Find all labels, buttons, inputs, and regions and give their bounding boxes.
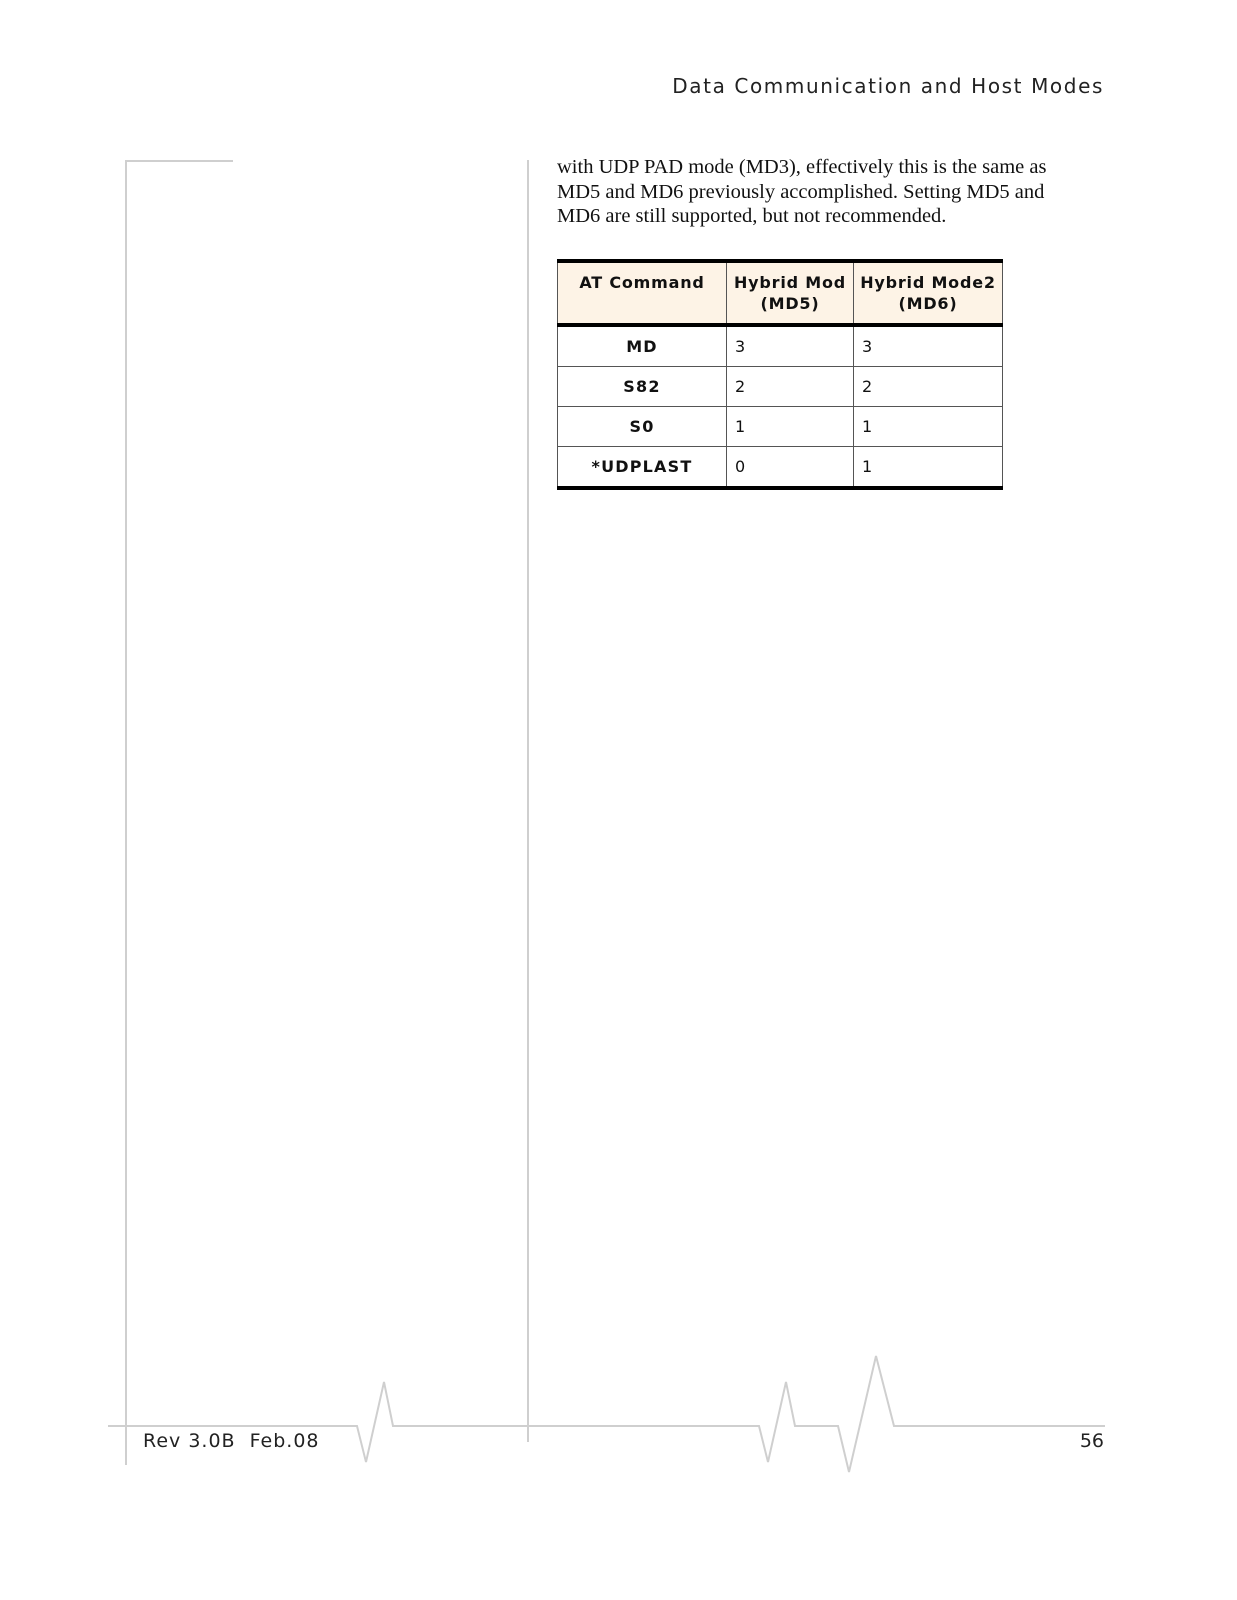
cell-md5-value: 0	[727, 447, 854, 489]
table-row	[558, 325, 1003, 367]
cell-command: *UDPLAST	[558, 447, 727, 489]
cell-md6-value: 3	[854, 325, 1003, 367]
cell-command: S82	[558, 367, 727, 407]
header-md6	[854, 261, 1003, 325]
cell-md5-value: 2	[727, 367, 854, 407]
cell-command: MD	[558, 325, 727, 367]
cell-command: S0	[558, 407, 727, 447]
at-command-table	[557, 259, 1003, 490]
cell-md6-value: 2	[854, 367, 1003, 407]
cell-md6-value: 1	[854, 447, 1003, 489]
header-at-command-label: AT Command	[579, 273, 705, 292]
page-header-title: Data Communication and Host Modes	[672, 74, 1104, 98]
cell-md5-value: 3	[727, 325, 854, 367]
header-md5-line2: (MD5)	[760, 294, 820, 313]
cell-md5-value: 1	[727, 407, 854, 447]
footer-revision: Rev 3.0B Feb.08	[143, 1430, 320, 1452]
table-row	[558, 447, 1003, 489]
footer-page-number: 56	[1079, 1430, 1104, 1452]
header-md5-line1: Hybrid Mod	[733, 273, 847, 292]
table-row	[558, 367, 1003, 407]
body-paragraph: with UDP PAD mode (MD3), effectively this is the same as MD5 and MD6 previously accomplished. Setting MD5 and MD6 are still supported, but not recommended.	[557, 156, 1047, 227]
header-at-command	[558, 261, 727, 325]
table-row	[558, 407, 1003, 447]
header-md6-line1: Hybrid Mode2	[860, 273, 996, 292]
cell-md6-value: 1	[854, 407, 1003, 447]
header-md5	[727, 261, 854, 325]
header-md6-line2: (MD6)	[898, 294, 958, 313]
table-header-row	[558, 261, 1003, 325]
